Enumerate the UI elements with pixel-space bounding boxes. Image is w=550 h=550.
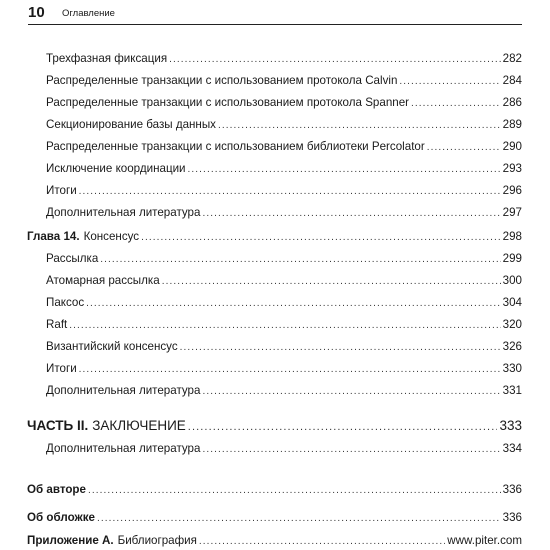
dot-leader xyxy=(141,231,501,245)
toc-entry-page: 289 xyxy=(502,118,522,131)
dot-leader xyxy=(188,163,501,177)
chapter-label: Глава 14. xyxy=(27,230,80,243)
toc-entry-page: 320 xyxy=(502,318,522,331)
dot-leader xyxy=(427,141,501,155)
toc-entry-title: Дополнительная литература xyxy=(46,442,201,455)
toc-entry-title: Трехфазная фиксация xyxy=(46,52,168,65)
toc-entry-page: 333 xyxy=(499,418,522,433)
toc-entry-page: 330 xyxy=(502,362,522,375)
toc-entry-title: Об обложке xyxy=(27,511,95,524)
toc-entry-atomic-broadcast[interactable] xyxy=(46,274,522,289)
toc-entry-title: Исключение координации xyxy=(46,162,186,175)
dot-leader xyxy=(411,97,501,111)
toc-entry-title: Секционирование базы данных xyxy=(46,118,216,131)
dot-leader xyxy=(97,512,501,526)
page-number: 10 xyxy=(28,4,45,21)
toc-entry-title: Итоги xyxy=(46,184,77,197)
part-label: ЧАСТЬ II. xyxy=(27,418,89,433)
toc-entry-page: 284 xyxy=(502,74,522,87)
toc-entry-page: 304 xyxy=(502,296,522,309)
running-head xyxy=(28,2,522,25)
dot-leader xyxy=(202,207,500,221)
appendix-title: Библиография xyxy=(117,534,197,547)
toc-entry-coordination-avoidance[interactable] xyxy=(46,162,522,177)
dot-leader xyxy=(100,253,500,267)
toc-entry-title: Raft xyxy=(46,318,68,331)
toc-entry-page: 336 xyxy=(502,511,522,524)
toc-entry-page: 282 xyxy=(502,52,522,65)
toc-entry-page: 300 xyxy=(502,274,522,287)
toc-entry-calvin[interactable] xyxy=(46,74,522,89)
section-name: Оглавление xyxy=(62,8,115,19)
appendix-label: Приложение А. xyxy=(27,534,114,547)
toc-entry-spanner[interactable] xyxy=(46,96,522,111)
dot-leader xyxy=(202,385,500,399)
toc-entry-page: 290 xyxy=(502,140,522,153)
toc-entry-title: Распределенные транзакции с использованием протокола Spanner xyxy=(46,96,410,109)
toc-entry-three-phase-commit[interactable] xyxy=(46,52,522,67)
chapter-title: Консенсус xyxy=(83,230,140,243)
toc-entry-title: Итоги xyxy=(46,362,77,375)
toc-chapter-14[interactable] xyxy=(27,230,522,245)
dot-leader xyxy=(69,319,500,333)
toc-entry-page: 293 xyxy=(502,162,522,175)
toc-entry-page: 326 xyxy=(502,340,522,353)
dot-leader xyxy=(79,185,501,199)
toc-entry-page: 331 xyxy=(502,384,522,397)
toc-entry-further-reading-13[interactable] xyxy=(46,206,522,221)
toc-entry-page: 296 xyxy=(502,184,522,197)
part-title: ЗАКЛЮЧЕНИЕ xyxy=(92,418,186,433)
toc-entry-further-reading-14[interactable] xyxy=(46,384,522,399)
toc-entry-summary-14[interactable] xyxy=(46,362,522,377)
toc-entry-title: Дополнительная литература xyxy=(46,206,201,219)
toc-entry-byzantine[interactable] xyxy=(46,340,522,355)
toc-entry-further-reading-part2[interactable] xyxy=(46,442,522,457)
toc-entry-title: Распределенные транзакции с использованием библиотеки Percolator xyxy=(46,140,425,153)
toc-entry-title: Атомарная рассылка xyxy=(46,274,160,287)
toc-entry-page: 336 xyxy=(502,483,522,496)
dot-leader xyxy=(79,363,501,377)
toc-entry-page: 299 xyxy=(502,252,522,265)
dot-leader xyxy=(169,53,501,67)
toc-entry-raft[interactable] xyxy=(46,318,522,333)
toc-entry-percolator[interactable] xyxy=(46,140,522,155)
dot-leader xyxy=(188,419,498,435)
toc-entry-page: 298 xyxy=(502,230,522,243)
toc-entry-page: 297 xyxy=(502,206,522,219)
dot-leader xyxy=(88,484,501,498)
toc-entry-broadcast[interactable] xyxy=(46,252,522,267)
toc-entry-title: Распределенные транзакции с использованием протокола Calvin xyxy=(46,74,398,87)
toc-part-2[interactable] xyxy=(27,418,522,435)
toc-entry-title: Об авторе xyxy=(27,483,86,496)
toc-about-cover[interactable] xyxy=(27,511,522,526)
toc-entry-title: Дополнительная литература xyxy=(46,384,201,397)
dot-leader xyxy=(199,535,445,549)
toc-entry-page: 286 xyxy=(502,96,522,109)
toc-entry-title: Рассылка xyxy=(46,252,99,265)
dot-leader xyxy=(162,275,501,289)
toc-entry-title: Паксос xyxy=(46,296,85,309)
dot-leader xyxy=(399,75,500,89)
toc-entry-page: www.piter.com xyxy=(447,534,522,547)
toc-appendix-a[interactable] xyxy=(27,534,522,549)
toc-entry-partitioning[interactable] xyxy=(46,118,522,133)
toc-about-author[interactable] xyxy=(27,483,522,498)
toc-entry-page: 334 xyxy=(502,442,522,455)
toc-entry-title: Византийский консенсус xyxy=(46,340,178,353)
dot-leader xyxy=(180,341,501,355)
dot-leader xyxy=(86,297,501,311)
dot-leader xyxy=(218,119,501,133)
toc-entry-paxos[interactable] xyxy=(46,296,522,311)
toc-entry-summary-13[interactable] xyxy=(46,184,522,199)
dot-leader xyxy=(202,443,500,457)
